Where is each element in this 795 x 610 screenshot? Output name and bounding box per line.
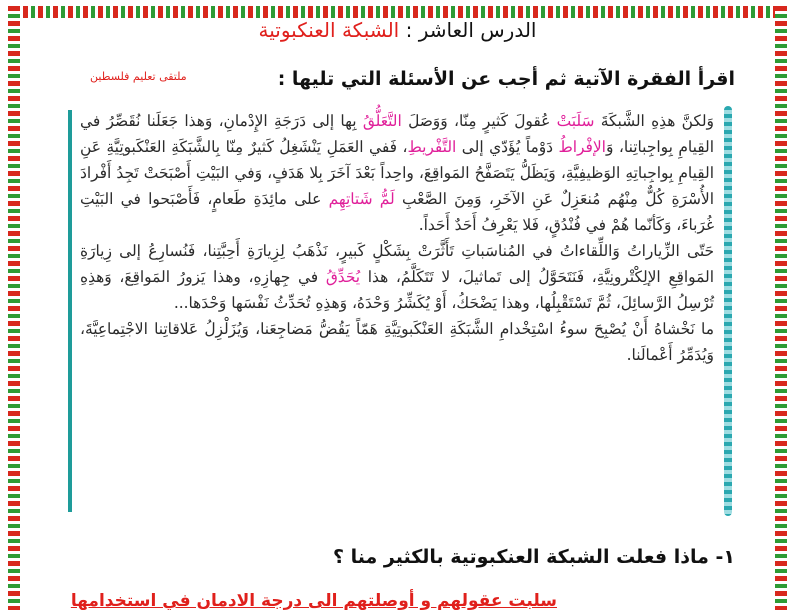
passage-text-run: على مائِدَةِ طَعامٍ، فَأَصْبَحوا في البَيْتِ غُرَباءَ، وَكَأنّما هُمْ في فُنْدُقٍ، فَلا يَعْرِفُ أَحَدٌ أَحَداً. [80, 190, 714, 234]
answer-1: سلبت عقولهم و أوصلتهم الى درجة الادمان في استخدامها [70, 591, 557, 610]
instruction-text: اقرأ الفقرة الآتية ثم أجب عن الأسئلة التي تليها : [277, 68, 735, 90]
highlighted-word: يُحَدِّقُ [325, 268, 361, 286]
highlighted-word: سَلَبَتْ [556, 112, 595, 130]
source-tag: ملتقى تعليم فلسطين [90, 70, 187, 83]
passage-text-run: في جِهازِهِ، وهذا يَزورُ المَواقِعَ، وَهذِهِ تُرْسِلُ الرَّسائِلَ، ثُمَّ تَسْتَقْبِلُها، وهذا يَضْحَكُ، أَوْ يُكَشِّرُ وَحْدَهُ، وَهذِهِ تُحَدِّثُ نَفْسَها وَحْدَها... [80, 268, 714, 312]
lesson-title [8, 18, 787, 42]
reading-passage [68, 106, 728, 516]
passage-text-run: ما نَخْشاهُ أَنْ يُصْبِحَ سوءُ اسْتِخْدامِ الشَّبَكَةِ العَنْكَبوتِيَّةِ هَمّاً يَقُضُّ مَضاجِعَنا، وَيُزَلْزِلُ عَلاقاتِنا الاجْتِماعِيَّةَ، وَيُدَمِّرُ أَعْمالَنا. [80, 320, 714, 364]
passage-wave-border [724, 106, 732, 516]
passage-text-run: حَتّى الزِّياراتُ وَاللِّقاءاتُ في المُناسَباتِ تَأَثَّرَتْ بِشَكْلٍ كَبيرٍ، نَذْهَبُ لِزِيارَةِ أَحِبَّتِنا، فَنُسارِعُ إلى زِيارَةِ المَواقِعِ الإلِكْتْرونِيَّةِ، فَنَتَحَوَّلُ إلى تَماثيلَ، لا تَتَكَلَّمُ، هذا [80, 242, 714, 286]
passage-text [80, 108, 714, 514]
lesson-topic: الشبكة العنكبوتية [258, 18, 400, 42]
passage-paragraph-3 [80, 316, 714, 368]
passage-paragraph-1 [80, 108, 714, 238]
passage-text-run: وَلكنَّ هذِهِ الشَّبكَةَ [594, 112, 714, 130]
passage-paragraph-2 [80, 238, 714, 316]
passage-text-run: دَوْماً يُؤَدّي إلى [456, 138, 559, 156]
flower-border-right [775, 6, 787, 610]
question-1: ١- ماذا فعلت الشبكة العنكبوتية بالكثير منا ؟ [332, 546, 735, 568]
highlighted-word: التَّعَلُّقُ [362, 112, 402, 130]
passage-text-run: ، فَفي العَمَلِ يَنْشَغِلُ كَثيرٌ مِنّا بِالشَّبَكَةِ العَنْكَبوتِيَّةِ عَنِ القِيامِ بِواجِباتِهِ الوَظيفِيَّةِ، وَيَظَلُّ يَتَصَفَّحُ المَواقِعَ، واحِداً بَعْدَ آخَرَ بِلا هَدَفٍ، وَفي البَيْتِ أَصْبَحَتْ تَجِدُ أَفْرادَ الأُسْرَةِ كُلٌّ مِنْهُم مُنعَزِلٌ عَنِ الآخَرِ، وَمِنَ الصَّعْبِ [80, 138, 714, 208]
flower-border-left [8, 6, 20, 610]
highlighted-word: الإفْراطُ [558, 138, 606, 156]
flower-border-top [8, 6, 787, 18]
highlighted-word: التَّفْريطِ [407, 138, 457, 156]
passage-left-bar [68, 110, 72, 512]
passage-text-run: بِها إلى دَرَجَةِ الإِدْمانِ، وَهذا جَعَلَنا نُقَصِّرُ في القِيامِ بِواجِباتِنا، وَ [80, 112, 714, 156]
highlighted-word: لَمُّ شَتاتِهِم [328, 190, 395, 208]
lesson-label: الدرس العاشر : [405, 18, 537, 42]
passage-text-run: عُقولَ كَثيرٍ مِنّا، وَوَصَلَ [401, 112, 557, 130]
worksheet-page [8, 6, 787, 610]
